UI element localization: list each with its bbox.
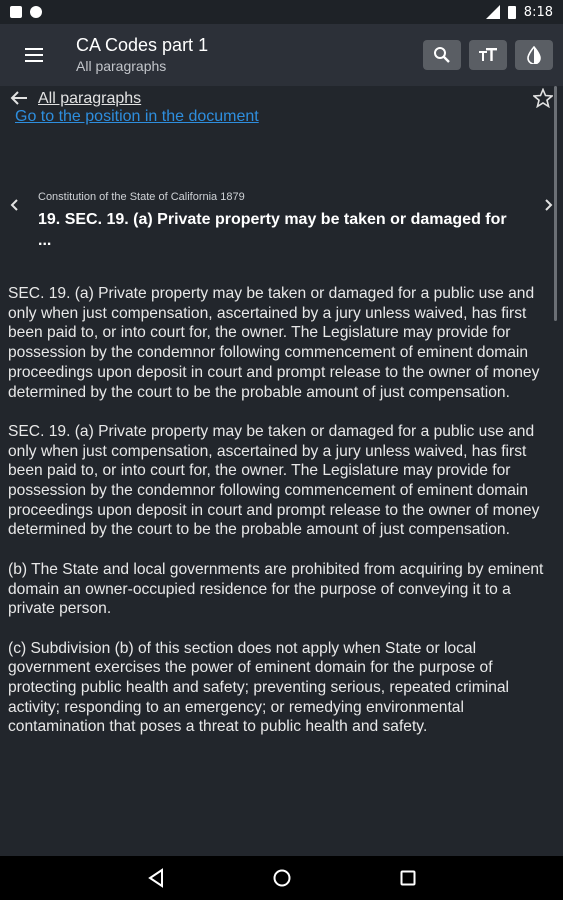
paragraph: SEC. 19. (a) Private property may be taken or damaged for a public use and only when just compensation, ascertained by a jury unless waived, has first been paid to, or into court for, the owner. The Legislature may provide for possession by the condemnor following commencement of eminent domain proceedings upon deposit in court and prompt release to the owner of money determined by the court to be the probable amount of just compensation. [8, 285, 540, 401]
signal-icon [486, 5, 500, 19]
paragraph: (b) The State and local governments are prohibited from acquiring by eminent domain an owner-occupied residence for the purpose of conveying it to a private person. [8, 560, 544, 618]
bookmark-star-icon[interactable] [533, 88, 553, 113]
document-source: Constitution of the State of California 1879 [38, 191, 245, 203]
app-notification-icon [30, 6, 42, 18]
battery-icon [508, 6, 516, 19]
chevron-left-icon[interactable] [10, 198, 20, 217]
app-bar [0, 24, 563, 86]
content-area[interactable] [0, 86, 563, 856]
text-size-icon [478, 47, 498, 63]
content-fade [0, 750, 563, 770]
back-nav-button[interactable] [141, 863, 171, 893]
search-button[interactable] [423, 40, 461, 70]
back-arrow-icon[interactable] [10, 90, 28, 111]
notification-icon [10, 6, 22, 18]
menu-button[interactable] [0, 24, 68, 86]
recents-nav-button[interactable] [393, 863, 423, 893]
home-nav-button[interactable] [267, 863, 297, 893]
text-size-button[interactable] [469, 40, 507, 70]
circle-home-icon [272, 868, 292, 888]
search-icon [433, 46, 451, 64]
paragraph: (c) Subdivision (b) of this section does not apply when State or local government exercises the power of eminent domain for the purpose of protecting public health and safety; preventing serious, repeated criminal activity; responding to an emergency; or remedying environmental contamination that poses a threat to public health and safety. [8, 639, 510, 736]
app-subtitle: All paragraphs [76, 58, 167, 74]
status-time: 8:18 [523, 4, 553, 20]
section-title: 19. SEC. 19. (a) Private property may be taken or damaged for ... [38, 211, 507, 249]
all-paragraphs-link[interactable]: All paragraphs [38, 90, 142, 107]
square-recents-icon [399, 869, 417, 887]
app-title: CA Codes part 1 [76, 35, 209, 55]
hamburger-icon [25, 48, 43, 62]
status-bar [0, 0, 563, 24]
paragraph-body [8, 284, 556, 757]
chevron-right-icon[interactable] [543, 198, 553, 217]
contrast-icon [526, 46, 542, 64]
goto-position-link[interactable]: Go to the position in the document [15, 108, 259, 125]
paragraph: SEC. 19. (a) Private property may be taken or damaged for a public use and only when just compensation, ascertained by a jury unless waived, has first been paid to, or into court for, the owner. The Legislature may provide for possession by the condemnor following commencement of eminent domain proceedings upon deposit in court and prompt release to the owner of money determined by the court to be the probable amount of just compensation. [8, 422, 540, 539]
contrast-button[interactable] [515, 40, 553, 70]
triangle-back-icon [147, 868, 165, 888]
system-navigation-bar [0, 856, 563, 900]
